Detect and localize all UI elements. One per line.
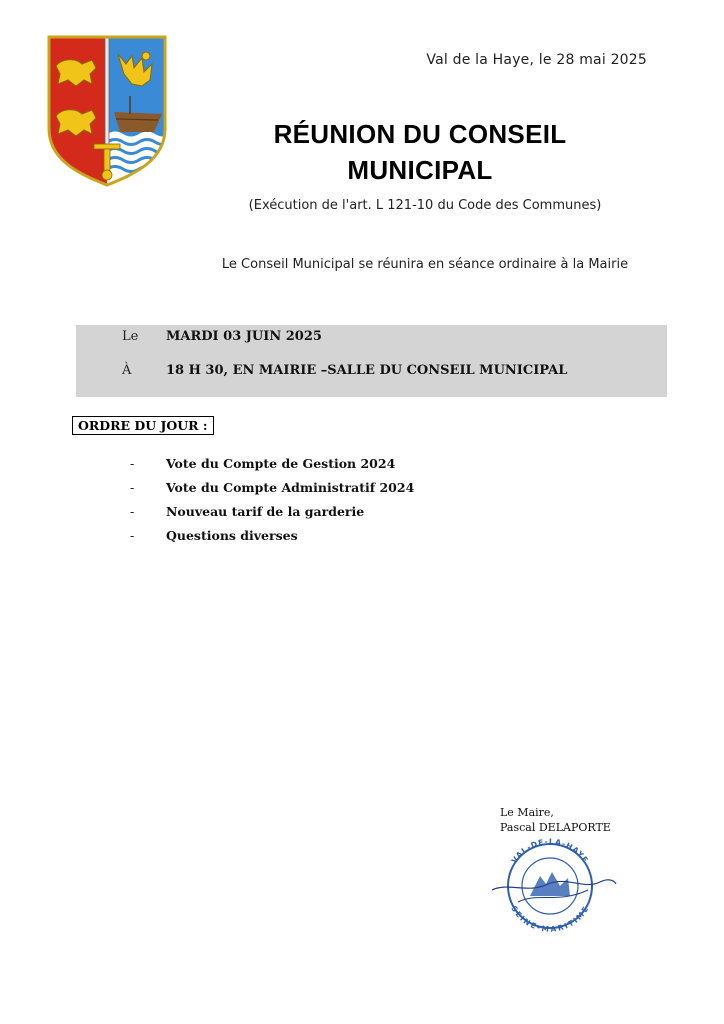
official-stamp (488, 832, 618, 932)
title-line-2: MUNICIPAL (347, 155, 493, 185)
document-date: Val de la Haye, le 28 mai 2025 (426, 52, 647, 68)
agenda-item-text: Nouveau tarif de la garderie (166, 504, 365, 519)
date-label: Le (122, 329, 139, 344)
agenda-item-text: Vote du Compte Administratif 2024 (166, 480, 415, 495)
bullet-dash: - (130, 456, 135, 471)
intro-text: Le Conseil Municipal se réunira en séance ordinaire à la Mairie (221, 257, 629, 272)
svg-text:VAL-DE-LA-HAYE (510, 837, 591, 865)
meeting-place: 18 H 30, EN MAIRIE –SALLE DU CONSEIL MUNICIPAL (166, 363, 568, 378)
signature-role: Le Maire, (500, 806, 554, 819)
agenda-item-text: Vote du Compte de Gestion 2024 (166, 456, 396, 471)
svg-text:SEINE-MARITIME (509, 904, 590, 932)
bullet-dash: - (130, 504, 135, 519)
bullet-dash: - (130, 528, 135, 543)
bullet-dash: - (130, 480, 135, 495)
stamp-bottom-text: SEINE-MARITIME (509, 904, 591, 932)
signature-block (500, 805, 611, 835)
coat-of-arms-logo (46, 34, 168, 188)
document-title (240, 116, 600, 188)
title-line-1: RÉUNION DU CONSEIL (273, 119, 567, 149)
meeting-details-box (76, 325, 667, 397)
stamp-top-text: VAL-DE-LA-HAYE (509, 836, 591, 865)
signature-name: Pascal DELAPORTE (500, 821, 611, 834)
meeting-date: MARDI 03 JUIN 2025 (166, 329, 322, 344)
agenda-item-text: Questions diverses (166, 528, 298, 543)
legal-reference: (Exécution de l'art. L 121-10 du Code des Communes) (248, 198, 602, 213)
agenda-heading: ORDRE DU JOUR : (72, 416, 214, 435)
place-label: À (122, 363, 132, 378)
